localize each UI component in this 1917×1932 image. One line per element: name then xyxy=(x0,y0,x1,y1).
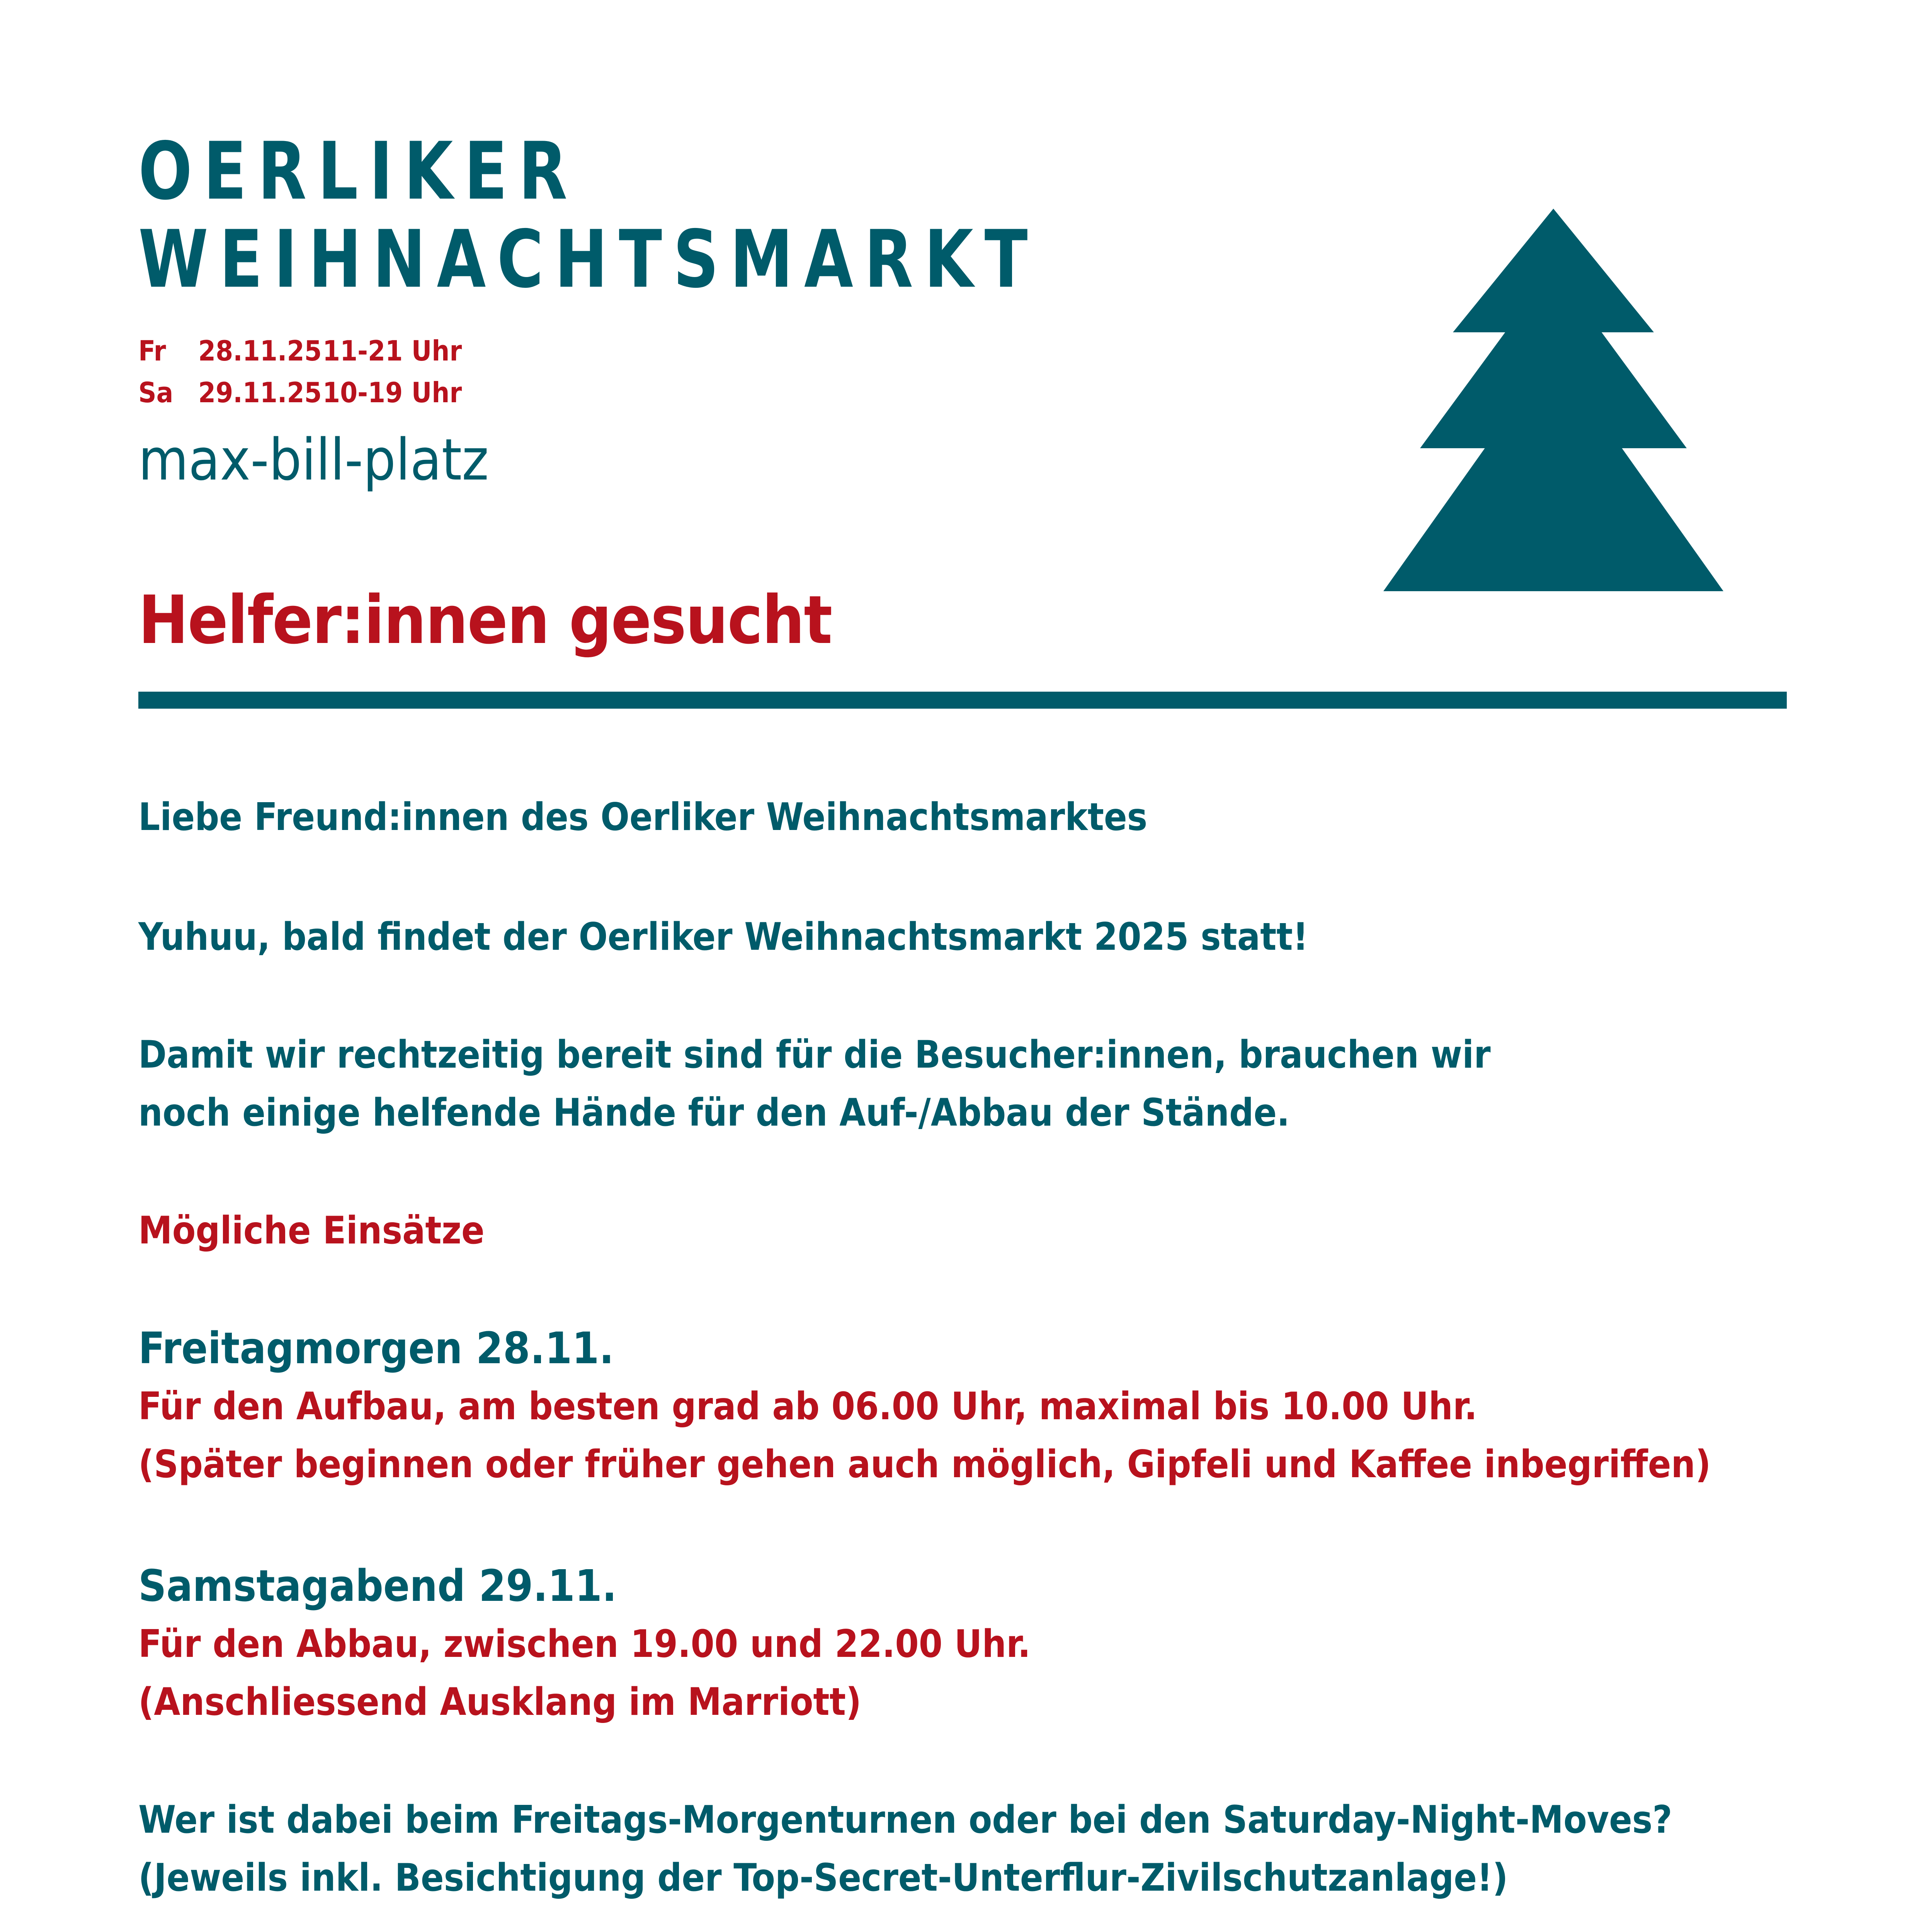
shift-saturday-title: Samstagabend 29.11. xyxy=(138,1561,617,1611)
request-line-1: Damit wir rechtzeitig bereit sind für die Besucher:innen, brauchen wir xyxy=(138,1033,1491,1077)
shift-friday-title: Freitagmorgen 28.11. xyxy=(138,1323,614,1374)
shift-friday-line-2: (Später beginnen oder früher gehen auch möglich, Gipfeli und Kaffee inbegriffen) xyxy=(138,1442,1711,1486)
title-line-1: OERLIKER xyxy=(138,126,579,218)
shift-saturday-line-2: (Anschliessend Ausklang im Marriott) xyxy=(138,1680,862,1724)
date-time: 11-21 Uhr xyxy=(323,335,462,367)
request-line-2: noch einige helfende Hände für den Auf-/Abbau der Stände. xyxy=(138,1091,1290,1135)
date-date: 29.11.25 xyxy=(198,376,322,409)
intro-text: Yuhuu, bald findet der Oerliker Weihnachtsmarkt 2025 statt! xyxy=(138,915,1308,959)
christmas-tree-icon xyxy=(1376,209,1731,595)
date-row-friday xyxy=(138,330,462,372)
title-line-2: WEIHNACHTSMARKT xyxy=(138,214,1039,306)
page-heading: Helfer:innen gesucht xyxy=(138,581,832,659)
date-day: Sa xyxy=(138,376,173,409)
date-date: 28.11.25 xyxy=(198,335,322,367)
question-line-2: (Jeweils inkl. Besichtigung der Top-Secret-Unterflur-Zivilschutzanlage!) xyxy=(138,1856,1508,1900)
event-dates xyxy=(138,330,462,413)
divider-rule xyxy=(138,692,1787,709)
location: max-bill-platz xyxy=(138,427,489,493)
options-heading: Mögliche Einsätze xyxy=(138,1209,485,1253)
shift-friday-line-1: Für den Aufbau, am besten grad ab 06.00 Uhr, maximal bis 10.00 Uhr. xyxy=(138,1384,1477,1429)
date-time: 10-19 Uhr xyxy=(323,376,462,409)
shift-saturday-line-1: Für den Abbau, zwischen 19.00 und 22.00 Uhr. xyxy=(138,1622,1031,1666)
date-row-saturday xyxy=(138,372,462,413)
question-line-1: Wer ist dabei beim Freitags-Morgenturnen oder bei den Saturday-Night-Moves? xyxy=(138,1798,1672,1842)
market-title xyxy=(138,128,1039,304)
greeting: Liebe Freund:innen des Oerliker Weihnachtsmarktes xyxy=(138,795,1148,839)
date-day: Fr xyxy=(138,335,166,367)
